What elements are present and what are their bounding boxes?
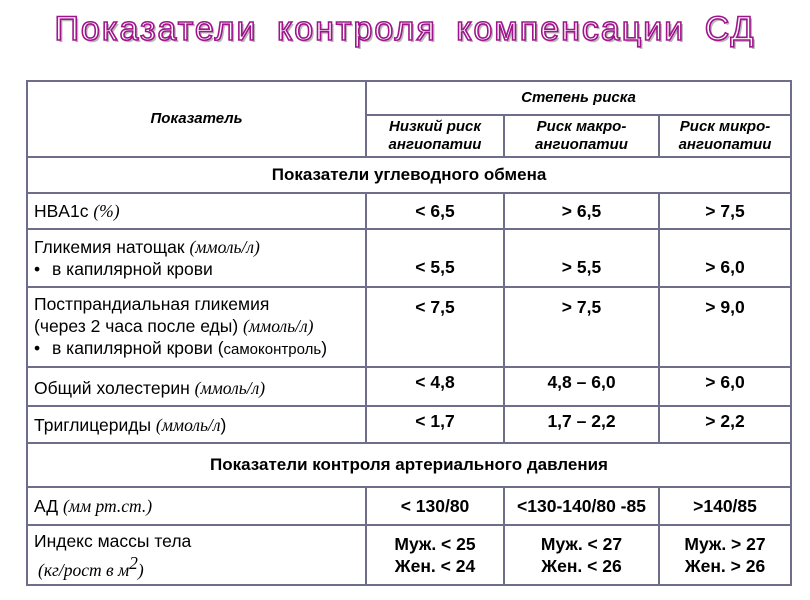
unit-text: (ммоль/л	[155, 415, 221, 435]
value-line: Жен. < 26	[541, 556, 622, 576]
value-micro: > 7,5	[659, 193, 791, 229]
value-macro: 1,7 – 2,2	[504, 406, 659, 443]
value-micro: > 6,0	[659, 229, 791, 287]
unit-end: )	[220, 415, 227, 435]
section-blood-pressure: Показатели контроля артериального давления	[27, 443, 791, 487]
unit-text: (%)	[93, 201, 120, 221]
bullet-text: в капилярной крови	[52, 259, 213, 279]
label-text: Триглицериды	[34, 415, 156, 435]
row-label-hba1c	[27, 193, 366, 229]
bullet-end: )	[321, 338, 328, 358]
unit-superscript: 2	[129, 552, 138, 573]
bullet-icon: •	[34, 338, 41, 358]
value-low: < 7,5	[366, 287, 504, 367]
value-micro: > 6,0	[659, 367, 791, 406]
label-text: Общий холестерин	[34, 378, 195, 398]
bullet-text: в капилярной крови (	[52, 338, 224, 358]
value-macro: 4,8 – 6,0	[504, 367, 659, 406]
unit-text: (ммоль/л)	[189, 237, 260, 257]
table-row	[27, 193, 791, 229]
header-micro-risk	[659, 115, 791, 157]
header-line: ангиопатии	[535, 136, 628, 153]
label-text: HBA1c	[34, 201, 94, 221]
header-line: Низкий риск	[388, 118, 481, 135]
unit-text: (ммоль/л)	[194, 378, 266, 398]
header-line: ангиопатии	[388, 136, 482, 153]
header-macro-risk	[504, 115, 659, 157]
label-text: Постпрандиальная гликемия	[34, 294, 270, 314]
bullet-note: самоконтроль	[223, 341, 322, 358]
label-text: (через 2 часа после еды)	[34, 316, 244, 336]
value-line: Муж. > 27	[684, 534, 766, 554]
value-low: < 130/80	[366, 487, 504, 525]
table-row	[27, 367, 791, 406]
header-risk-degree: Степень риска	[366, 81, 791, 115]
label-text: Гликемия натощак	[34, 237, 190, 257]
value-macro: <130-140/80 -85	[504, 487, 659, 525]
row-label-bp	[27, 487, 366, 525]
section-carb-metabolism: Показатели углеводного обмена	[27, 157, 791, 193]
header-low-risk	[366, 115, 504, 157]
row-label-bmi	[27, 525, 366, 585]
value-macro: > 6,5	[504, 193, 659, 229]
label-text: АД	[34, 496, 63, 516]
value-line: Жен. > 26	[684, 556, 766, 576]
value-low: < 6,5	[366, 193, 504, 229]
value-line: Муж. < 27	[540, 534, 623, 554]
value-low: < 5,5	[366, 229, 504, 287]
table-row	[27, 287, 791, 367]
header-line: ангиопатии	[678, 136, 772, 153]
value-macro	[504, 525, 659, 585]
table-row	[27, 525, 791, 585]
value-line: Жен. < 24	[394, 556, 476, 576]
value-low: < 4,8	[366, 367, 504, 406]
unit-end: )	[137, 559, 144, 580]
value-line: Муж. < 25	[394, 534, 476, 554]
label-text: Индекс массы тела	[34, 530, 192, 551]
row-label-cholesterol	[27, 367, 366, 406]
row-label-triglycerides	[27, 406, 366, 443]
compensation-table	[26, 80, 792, 586]
header-line: Риск микро-	[679, 118, 771, 135]
value-micro: > 9,0	[659, 287, 791, 367]
value-low	[366, 525, 504, 585]
row-label-postprandial	[27, 287, 366, 367]
bullet-icon: •	[34, 259, 41, 279]
unit-text: (кг/рост в м	[38, 559, 130, 580]
value-micro: >140/85	[659, 487, 791, 525]
table-row	[27, 487, 791, 525]
page-title: Показатели контроля компенсации СД	[54, 10, 756, 48]
value-macro: > 7,5	[504, 287, 659, 367]
table-row	[27, 406, 791, 443]
value-micro: > 2,2	[659, 406, 791, 443]
unit-text: (мм рт.ст.)	[62, 496, 153, 516]
header-indicator: Показатель	[27, 81, 366, 157]
value-low: < 1,7	[366, 406, 504, 443]
table-row	[27, 229, 791, 287]
unit-text: (ммоль/л)	[243, 316, 314, 336]
value-macro: > 5,5	[504, 229, 659, 287]
value-micro	[659, 525, 791, 585]
header-line: Риск макро-	[536, 118, 627, 135]
row-label-fasting	[27, 229, 366, 287]
